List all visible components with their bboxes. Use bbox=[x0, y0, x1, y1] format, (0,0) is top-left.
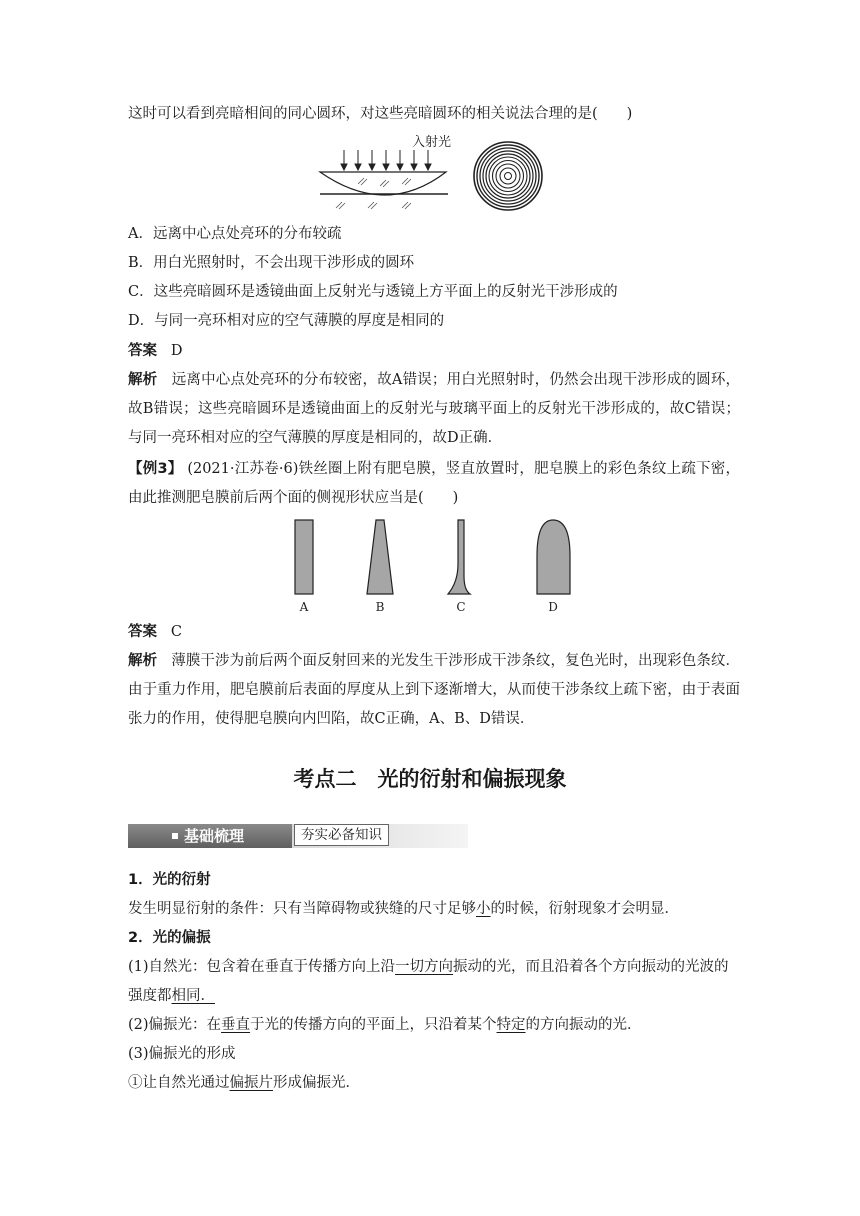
analysis-text: 远离中心点处亮环的分布较密，故A错误；用白光照射时，仍然会出现干涉形成的圆环，故B错误；这些亮暗圆环是透镜曲面上的反射光与玻璃平面上的反射光干涉形成的，故C错误；与同一亮环相对应的空气薄膜的厚度是相同的，故D正确． bbox=[128, 372, 741, 446]
shape-label-c: C bbox=[456, 600, 466, 614]
newton-rings-figure bbox=[318, 132, 550, 214]
blank-all-directions: 一切方向 bbox=[395, 959, 454, 975]
soap-film-shapes-figure bbox=[280, 516, 580, 616]
analysis-paragraph bbox=[128, 366, 740, 453]
example3-text: (2021·江苏卷·6)铁丝圈上附有肥皂膜，竖直放置时，肥皂膜上的彩色条纹上疏下密，由此推测肥皂膜前后两个面的侧视形状应当是( ) bbox=[128, 461, 741, 506]
answer-value: D bbox=[170, 343, 183, 359]
heading-polarization: 2．光的偏振 bbox=[128, 930, 211, 946]
shape-c bbox=[448, 520, 470, 594]
incident-arrows bbox=[341, 150, 431, 170]
option-b: B．用白光照射时，不会出现干涉形成的圆环 bbox=[128, 255, 415, 271]
paragraph-formation-heading: (3)偏振光的形成 bbox=[128, 1046, 236, 1062]
blank-small: 小 bbox=[476, 901, 491, 917]
section-banner bbox=[128, 820, 468, 852]
blank-same: 相同． bbox=[171, 988, 215, 1004]
example3-answer-line bbox=[128, 618, 740, 647]
paragraph-diffraction-condition: 发生明显衍射的条件：只有当障碍物或狭缝的尺寸足够小的时候，衍射现象才会明显． bbox=[128, 901, 679, 917]
shape-b bbox=[367, 520, 393, 594]
answer-label: 答案 bbox=[128, 343, 157, 359]
banner-left-label: 基础梳理 bbox=[128, 824, 292, 848]
shape-label-a: A bbox=[299, 600, 309, 614]
paragraph-natural-light: (1)自然光：包含着在垂直于传播方向上沿一切方向振动的光，而且沿着各个方向振动的光波的强度都相同． bbox=[128, 959, 729, 1004]
blank-perpendicular: 垂直 bbox=[221, 1017, 251, 1033]
question-stem: 这时可以看到亮暗相间的同心圆环，对这些亮暗圆环的相关说法合理的是( ) bbox=[128, 106, 633, 122]
option-d: D．与同一亮环相对应的空气薄膜的厚度是相同的 bbox=[128, 313, 445, 329]
shape-label-b: B bbox=[375, 600, 385, 614]
section-title: 考点二 光的衍射和偏振现象 bbox=[293, 767, 567, 791]
incident-light-label: 入射光 bbox=[412, 135, 452, 150]
shape-a bbox=[295, 520, 313, 594]
paragraph-formation-1: ①让自然光通过偏振片形成偏振光． bbox=[128, 1075, 360, 1091]
example3-answer-label: 答案 bbox=[128, 624, 157, 640]
heading-diffraction: 1．光的衍射 bbox=[128, 872, 211, 888]
concentric-rings bbox=[474, 142, 542, 210]
option-a: A．远离中心点处亮环的分布较疏 bbox=[128, 226, 342, 242]
blank-specific: 特定 bbox=[496, 1017, 526, 1033]
blank-polarizer: 偏振片 bbox=[229, 1075, 273, 1091]
option-c: C．这些亮暗圆环是透镜曲面上反射光与透镜上方平面上的反射光干涉形成的 bbox=[128, 284, 618, 300]
analysis-label: 解析 bbox=[128, 372, 158, 388]
banner-right-label: 夯实必备知识 bbox=[294, 824, 389, 846]
shape-d bbox=[537, 520, 570, 594]
example3-analysis-label: 解析 bbox=[128, 653, 158, 669]
paragraph-polarized-light: (2)偏振光：在垂直于光的传播方向的平面上，只沿着某个特定的方向振动的光． bbox=[128, 1017, 642, 1033]
example3-tag: 【例3】 bbox=[128, 461, 183, 477]
example3-analysis-text: 薄膜干涉为前后两个面反射回来的光发生干涉形成干涉条纹，复色光时，出现彩色条纹．由于重力作用，肥皂膜前后表面的厚度从上到下逐渐增大，从而使干涉条纹上疏下密，由于表面张力的作用，使得肥皂膜向内凹陷，故C正确，A、B、D错误． bbox=[128, 653, 741, 727]
example3-analysis-paragraph bbox=[128, 647, 740, 734]
example3-answer-value: C bbox=[170, 624, 182, 640]
shape-label-d: D bbox=[548, 600, 558, 614]
answer-line bbox=[128, 337, 740, 366]
example3-stem bbox=[128, 455, 740, 513]
